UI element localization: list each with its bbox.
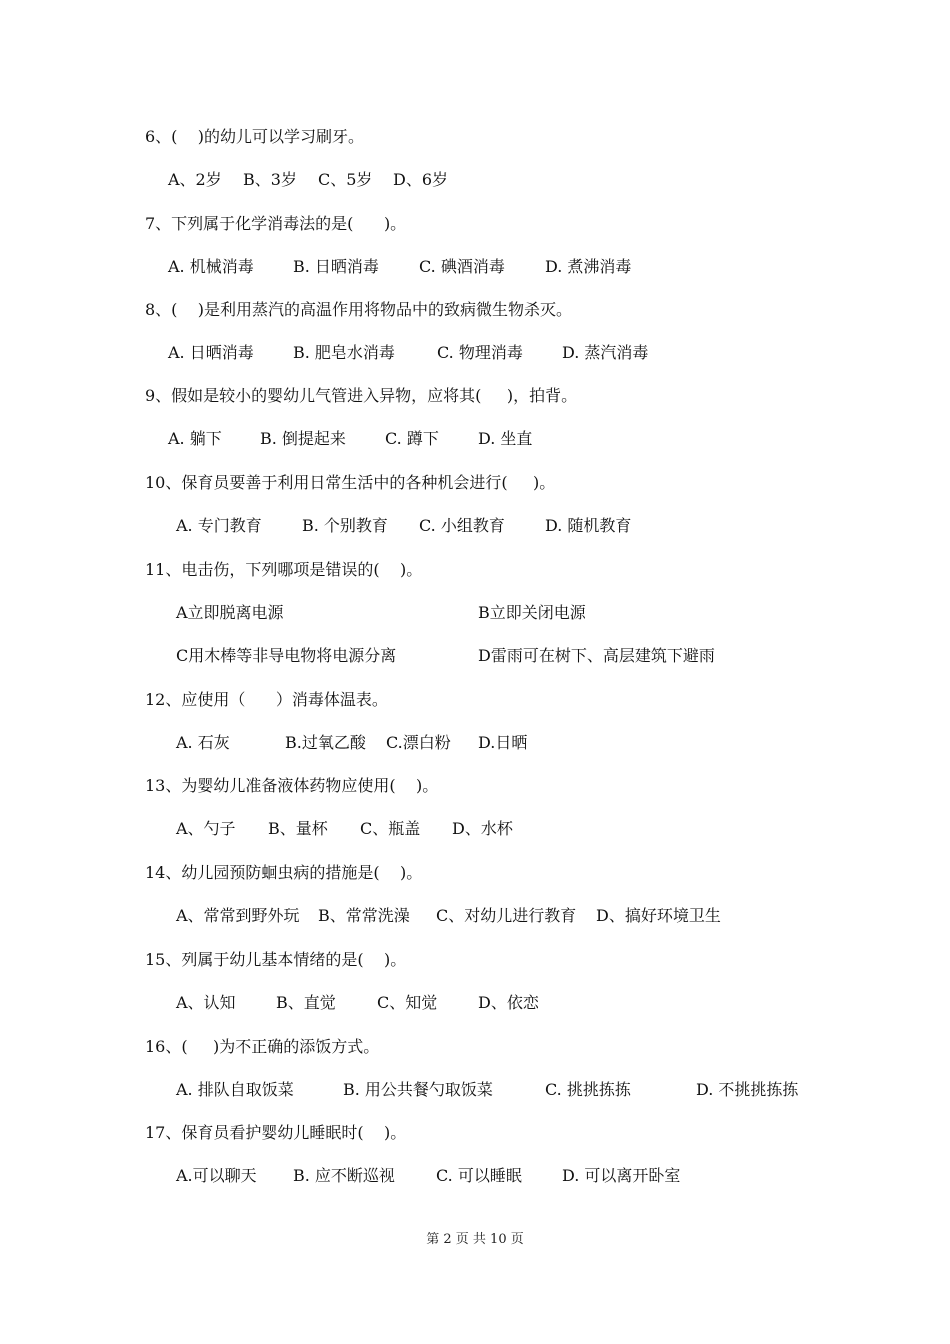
question-13-option-b: B、量杯 <box>268 819 328 838</box>
question-13-option-a: A、勺子 <box>176 819 236 838</box>
question-9-option-b: B. 倒提起来 <box>260 429 346 448</box>
question-6-option-a: A、2岁 <box>168 170 222 189</box>
question-9-stem: 9、假如是较小的婴幼儿气管进入异物，应将其( )，拍背。 <box>145 386 578 405</box>
question-10-option-c: C. 小组教育 <box>419 516 505 535</box>
question-11-stem: 11、电击伤，下列哪项是错误的( )。 <box>145 560 423 579</box>
question-7-stem: 7、下列属于化学消毒法的是( )。 <box>145 214 407 233</box>
question-15-option-a: A、认知 <box>176 993 236 1012</box>
question-14-option-d: D、搞好环境卫生 <box>596 906 721 925</box>
question-6-option-d: D、6岁 <box>393 170 449 189</box>
page-footer: 第 2 页 共 10 页 <box>426 1232 524 1247</box>
question-14-option-b: B、常常洗澡 <box>318 906 410 925</box>
question-7-option-b: B. 日晒消毒 <box>293 257 379 276</box>
question-8-option-d: D. 蒸汽消毒 <box>562 343 649 362</box>
question-8-option-a: A. 日晒消毒 <box>168 343 254 362</box>
question-10-option-b: B. 个别教育 <box>302 516 388 535</box>
question-12-option-d: D.日晒 <box>478 733 528 752</box>
question-15-option-b: B、直觉 <box>276 993 336 1012</box>
question-11-option-c: C用木棒等非导电物将电源分离 <box>176 646 397 665</box>
question-13-option-d: D、水杯 <box>452 819 513 838</box>
question-16-option-a: A. 排队自取饭菜 <box>176 1080 294 1099</box>
question-11-option-d: D雷雨可在树下、高层建筑下避雨 <box>478 646 715 665</box>
question-6-stem: 6、( )的幼儿可以学习刷牙。 <box>145 127 365 146</box>
question-17-option-b: B. 应不断巡视 <box>293 1166 395 1185</box>
question-11-option-a: A立即脱离电源 <box>176 603 284 622</box>
question-7-option-d: D. 煮沸消毒 <box>545 257 632 276</box>
question-13-option-c: C、瓶盖 <box>360 819 421 838</box>
question-9-option-d: D. 坐直 <box>478 429 533 448</box>
question-8-option-b: B. 肥皂水消毒 <box>293 343 395 362</box>
question-15-stem: 15、列属于幼儿基本情绪的是( )。 <box>145 950 407 969</box>
question-17-option-d: D. 可以离开卧室 <box>562 1166 681 1185</box>
question-8-stem: 8、( )是利用蒸汽的高温作用将物品中的致病微生物杀灭。 <box>145 300 573 319</box>
question-15-option-d: D、依恋 <box>478 993 539 1012</box>
question-16-option-b: B. 用公共餐勺取饭菜 <box>343 1080 493 1099</box>
question-16-stem: 16、( )为不正确的添饭方式。 <box>145 1037 380 1056</box>
question-10-option-d: D. 随机教育 <box>545 516 632 535</box>
question-16-option-c: C. 挑挑拣拣 <box>545 1080 631 1099</box>
question-14-option-a: A、常常到野外玩 <box>176 906 300 925</box>
question-10-option-a: A. 专门教育 <box>176 516 262 535</box>
question-6-option-c: C、5岁 <box>318 170 373 189</box>
question-8-option-c: C. 物理消毒 <box>437 343 523 362</box>
question-13-stem: 13、为婴幼儿准备液体药物应使用( )。 <box>145 776 439 795</box>
question-11-option-b: B立即关闭电源 <box>478 603 586 622</box>
question-17-option-a: A.可以聊天 <box>176 1166 257 1185</box>
question-14-option-c: C、对幼儿进行教育 <box>436 906 577 925</box>
question-12-option-c: C.漂白粉 <box>386 733 451 752</box>
question-12-stem: 12、应使用（ ）消毒体温表。 <box>145 690 388 709</box>
question-17-stem: 17、保育员看护婴幼儿睡眠时( )。 <box>145 1123 407 1142</box>
question-7-option-a: A. 机械消毒 <box>168 257 254 276</box>
question-10-stem: 10、保育员要善于利用日常生活中的各种机会进行( )。 <box>145 473 556 492</box>
question-7-option-c: C. 碘酒消毒 <box>419 257 505 276</box>
question-17-option-c: C. 可以睡眠 <box>436 1166 522 1185</box>
question-9-option-a: A. 躺下 <box>168 429 222 448</box>
question-6-option-b: B、3岁 <box>243 170 297 189</box>
question-12-option-a: A. 石灰 <box>176 733 230 752</box>
question-15-option-c: C、知觉 <box>377 993 438 1012</box>
question-9-option-c: C. 蹲下 <box>385 429 439 448</box>
question-16-option-d: D. 不挑挑拣拣 <box>696 1080 799 1099</box>
question-14-stem: 14、幼儿园预防蛔虫病的措施是( )。 <box>145 863 423 882</box>
question-12-option-b: B.过氧乙酸 <box>285 733 366 752</box>
